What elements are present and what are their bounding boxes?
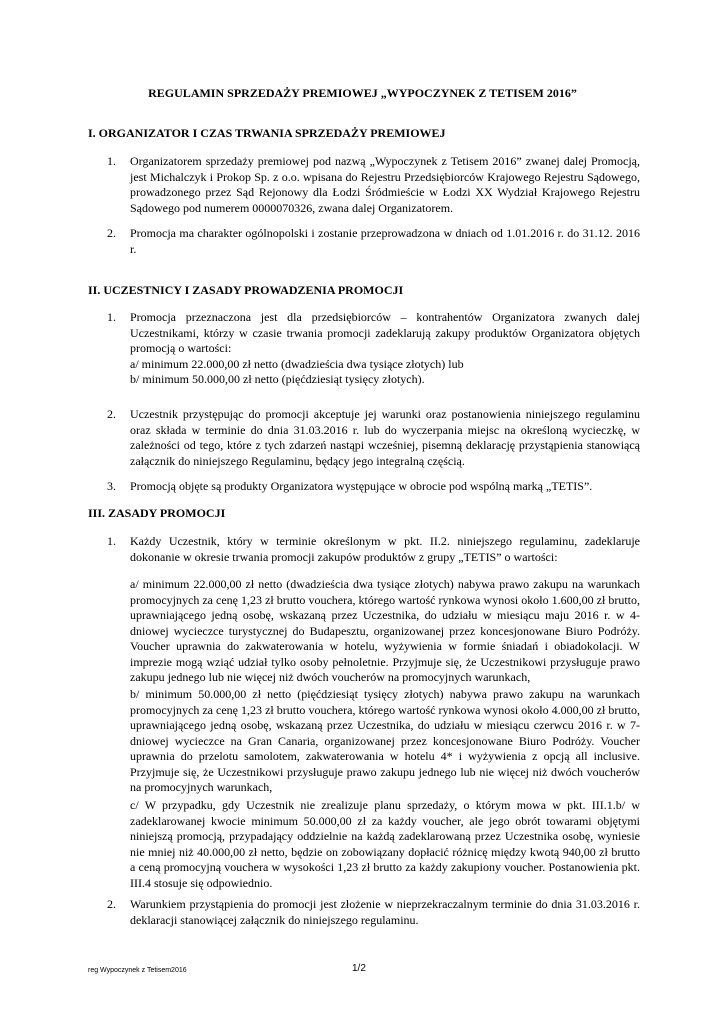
section-3-item-1 (107, 534, 640, 565)
paragraph-b: b/ minimum 50.000,00 zł netto (pięćdziesiąt tysięcy złotych) nabywa prawo zakupu na warunkach promocyjnych za cenę 1,23 zł brutto vouchera, którego wartość rynkowa wynosi około 4.000,00 zł brutto, uprawniającego jedną osobę, wskazaną przez Uczestnika, do udziału w miesiącu czerwcu 2016 r. w 7-dniowej wycieczce na Gran Canaria, organizowanej przez koncesjonowane Biuro Podróży. Voucher uprawnia do przelotu samolotem, zakwaterowania w hotelu 4* i wyżywienia z opcją all inclusive. Przyjmuje się, że Uczestnikowi przysługuje prawo zakupu jednego lub nie więcej niż dwóch voucherów na promocyjnych warunkach, (130, 687, 640, 794)
document-title: REGULAMIN SPRZEDAŻY PREMIOWEJ „WYPOCZYNEK Z TETISEM 2016” (148, 86, 577, 100)
item-text: Organizatorem sprzedaży premiowej pod nazwą „Wypoczynek z Tetisem 2016” zwanej dalej Promocją, jest Michalczyk i Prokop Sp. z o.o. wpisana do Rejestru Przedsiębiorców Krajowego Rejestru Sądowego, prowadzonego przez Sąd Rejonowy dla Łodzi Śródmieście w Łodzi XX Wydział Krajowego Rejestru Sądowego pod numerem 0000070326, zwana dalej Organizatorem. (130, 154, 640, 215)
item-text: Promocja ma charakter ogólnopolski i zostanie przeprowadzona w dniach od 1.01.2016 r. do 31.12. 2016 r. (130, 226, 640, 256)
paragraph-c: c/ W przypadku, gdy Uczestnik nie zrealizuje planu sprzedaży, o którym mowa w pkt. III.1.b/ w zadeklarowanej kwocie minimum 50.000,00 zł za każdy voucher, ale jego obrót towarami objętymi niniejszą promocją, przypadający oddzielnie na każdą zadeklarowaną przez Uczestnika osobę, wyniesie nie mniej niż 40.000,00 zł netto, będzie on zobowiązany dopłacić różnicę między kwotą 940,00 zł brutto a ceną promocyjną vouchera w wysokości 1,23 zł brutto za każdy zakupiony voucher. Postanowienia pkt. III.4 stosuje się odpowiednio. (130, 798, 640, 890)
section-heading-2: II. UCZESTNICY I ZASADY PROWADZENIA PROMOCJI (88, 283, 404, 297)
item-text: Warunkiem przystąpienia do promocji jest złożenie w nieprzekraczalnym terminie do dnia 31.03.2016 r. deklaracji stanowiącej załącznik do niniejszego regulaminu. (130, 897, 640, 927)
section-heading-3: III. ZASADY PROMOCJI (88, 506, 226, 520)
option-b: b/ minimum 50.000,00 zł netto (pięćdziesiąt tysięcy złotych). (130, 372, 425, 386)
section-3-item-2 (107, 897, 640, 928)
item-number: 1. (107, 534, 116, 548)
footer-page-number: 1/2 (352, 963, 366, 974)
item-number: 2. (107, 226, 116, 240)
option-a: a/ minimum 22.000,00 zł netto (dwadzieścia dwa tysiące złotych) lub (130, 356, 464, 371)
item-number: 2. (107, 407, 116, 421)
section-heading-1: I. ORGANIZATOR I CZAS TRWANIA SPRZEDAŻY PREMIOWEJ (88, 126, 446, 140)
item-number: 3. (107, 479, 116, 493)
section-2-item-3 (107, 479, 640, 495)
footer-document-name: reg Wypoczynek z Tetisem2016 (88, 967, 187, 974)
item-number: 1. (107, 154, 116, 168)
item-text: Uczestnik przystępując do promocji akceptuje jej warunki oraz postanowienia niniejszego regulaminu oraz składa w terminie do dnia 31.03.2016 r. lub do wyczerpania miejsc na określoną wycieczkę, w zależności od tego, które z tych zdarzeń nastąpi wcześniej, pisemną deklarację przystąpienia stanowiącą załącznik do niniejszego Regulaminu, będący jego integralną częścią. (130, 407, 640, 468)
paragraph-a: a/ minimum 22.000,00 zł netto (dwadzieścia dwa tysiące złotych) nabywa prawo zakupu na warunkach promocyjnych za cenę 1,23 zł brutto vouchera, którego wartość rynkowa wynosi około 1.600,00 zł brutto, uprawniającego jedną osobę, wskazaną przez Uczestnika, do udziału w miesiącu maju 2016 r. w 4-dniowej wycieczce turystycznej do Budapesztu, organizowanej przez koncesjonowane Biuro Podróży. Voucher uprawnia do zakwaterowania w hotelu, wyżywienia w formie śniadań i obiadokolacji. W imprezie mogą wziąć udział tylko osoby pełnoletnie. Przyjmuje się, że Uczestnikowi przysługuje prawo zakupu jednego lub nie więcej niż dwóch voucherów na promocyjnych warunkach, (130, 577, 640, 684)
item-text: Promocją objęte są produkty Organizatora występujące w obrocie pod wspólną marką „TETIS”. (130, 479, 593, 493)
item-text: Każdy Uczestnik, który w terminie określonym w pkt. II.2. niniejszego regulaminu, zadeklaruje dokonanie w okresie trwania promocji zakupów produktów z grupy „TETIS” o wartości: (130, 534, 640, 564)
section-2-item-2 (107, 407, 640, 469)
section-1-item-2 (107, 226, 640, 257)
section-2-item-1 (107, 310, 640, 388)
item-text: Promocja przeznaczona jest dla przedsiębiorców – kontrahentów Organizatora zwanych dalej Uczestnikami, którzy w czasie trwania promocji zadeklarują zakupy produktów Organizatora objętych promocją o wartości: (130, 310, 640, 355)
section-1-item-1 (107, 154, 640, 216)
item-number: 2. (107, 897, 116, 911)
item-number: 1. (107, 310, 116, 324)
